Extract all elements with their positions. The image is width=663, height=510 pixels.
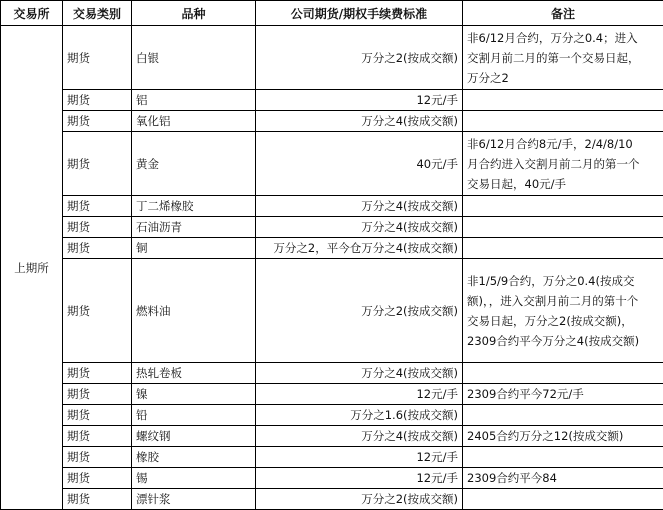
notes-line: 非6/12月合约，万分之0.4；进入 [467, 28, 659, 48]
notes-cell [463, 426, 663, 447]
header-type: 交易类别 [63, 1, 132, 26]
notes-line: 2309合约平今72元/手 [467, 384, 659, 404]
table-row [1, 196, 663, 217]
type-cell: 期货 [63, 26, 132, 90]
notes-cell [463, 111, 663, 132]
table-row [1, 238, 663, 259]
fee-cell: 万分之4(按成交额) [256, 111, 463, 132]
notes-cell [463, 132, 663, 196]
fee-cell: 12元/手 [256, 447, 463, 468]
product-cell: 石油沥青 [132, 217, 256, 238]
notes-line: 月合约进入交割月前二月的第一个 [467, 154, 659, 174]
notes-line: 交易日起，40元/手 [467, 174, 659, 194]
table-row [1, 468, 663, 489]
notes-cell [463, 90, 663, 111]
table-row [1, 426, 663, 447]
type-cell: 期货 [63, 132, 132, 196]
table-row [1, 447, 663, 468]
type-cell: 期货 [63, 217, 132, 238]
type-cell: 期货 [63, 238, 132, 259]
type-cell: 期货 [63, 447, 132, 468]
product-cell: 漂针浆 [132, 489, 256, 510]
table-row [1, 26, 663, 90]
table-row [1, 489, 663, 510]
product-cell: 螺纹钢 [132, 426, 256, 447]
fee-cell: 12元/手 [256, 468, 463, 489]
fee-cell: 40元/手 [256, 132, 463, 196]
notes-line: 交割月前二月的第一个交易日起， [467, 48, 659, 68]
notes-line: 万分之2 [467, 68, 659, 88]
fee-cell: 万分之2(按成交额) [256, 259, 463, 363]
fee-cell: 万分之2，平今仓万分之4(按成交额) [256, 238, 463, 259]
notes-cell [463, 447, 663, 468]
product-cell: 铝 [132, 90, 256, 111]
header-product: 品种 [132, 1, 256, 26]
notes-cell [463, 217, 663, 238]
type-cell: 期货 [63, 90, 132, 111]
type-cell: 期货 [63, 489, 132, 510]
notes-cell [463, 238, 663, 259]
table-row [1, 90, 663, 111]
product-cell: 白银 [132, 26, 256, 90]
type-cell: 期货 [63, 426, 132, 447]
notes-line: 额)，，进入交割月前二月的第十个 [467, 291, 659, 311]
type-cell: 期货 [63, 468, 132, 489]
notes-cell [463, 405, 663, 426]
product-cell: 镍 [132, 384, 256, 405]
fee-cell: 万分之4(按成交额) [256, 426, 463, 447]
notes-line: 2309合约平今万分之4(按成交额) [467, 331, 659, 351]
fee-cell: 12元/手 [256, 384, 463, 405]
notes-cell [463, 196, 663, 217]
notes-cell [463, 489, 663, 510]
notes-cell [463, 384, 663, 405]
header-row [1, 1, 663, 26]
table-row [1, 132, 663, 196]
notes-line: 2309合约平今84 [467, 468, 659, 488]
fee-cell: 万分之2(按成交额) [256, 489, 463, 510]
type-cell: 期货 [63, 405, 132, 426]
product-cell: 铅 [132, 405, 256, 426]
fee-cell: 万分之4(按成交额) [256, 196, 463, 217]
header-notes: 备注 [463, 1, 663, 26]
notes-cell [463, 363, 663, 384]
product-cell: 黄金 [132, 132, 256, 196]
product-cell: 氧化铝 [132, 111, 256, 132]
product-cell: 锡 [132, 468, 256, 489]
type-cell: 期货 [63, 384, 132, 405]
product-cell: 铜 [132, 238, 256, 259]
table-row [1, 405, 663, 426]
notes-line: 非6/12月合约8元/手，2/4/8/10 [467, 134, 659, 154]
table-row [1, 384, 663, 405]
notes-line: 非1/5/9合约，万分之0.4(按成交 [467, 271, 659, 291]
table-body [1, 26, 663, 510]
product-cell: 丁二烯橡胶 [132, 196, 256, 217]
fee-cell: 万分之4(按成交额) [256, 363, 463, 384]
notes-line: 交易日起，万分之2(按成交额)， [467, 311, 659, 331]
fee-cell: 万分之2(按成交额) [256, 26, 463, 90]
fee-cell: 万分之1.6(按成交额) [256, 405, 463, 426]
product-cell: 燃料油 [132, 259, 256, 363]
table-row [1, 111, 663, 132]
product-cell: 热轧卷板 [132, 363, 256, 384]
header-exchange: 交易所 [1, 1, 63, 26]
type-cell: 期货 [63, 196, 132, 217]
type-cell: 期货 [63, 111, 132, 132]
table-row [1, 259, 663, 363]
header-fee: 公司期货/期权手续费标准 [256, 1, 463, 26]
product-cell: 橡胶 [132, 447, 256, 468]
exchange-cell: 上期所 [1, 26, 63, 510]
table-row [1, 363, 663, 384]
fee-cell: 万分之4(按成交额) [256, 217, 463, 238]
type-cell: 期货 [63, 363, 132, 384]
notes-cell [463, 259, 663, 363]
type-cell: 期货 [63, 259, 132, 363]
table-row [1, 217, 663, 238]
notes-cell [463, 468, 663, 489]
fee-cell: 12元/手 [256, 90, 463, 111]
notes-cell [463, 26, 663, 90]
notes-line: 2405合约万分之12(按成交额) [467, 426, 659, 446]
